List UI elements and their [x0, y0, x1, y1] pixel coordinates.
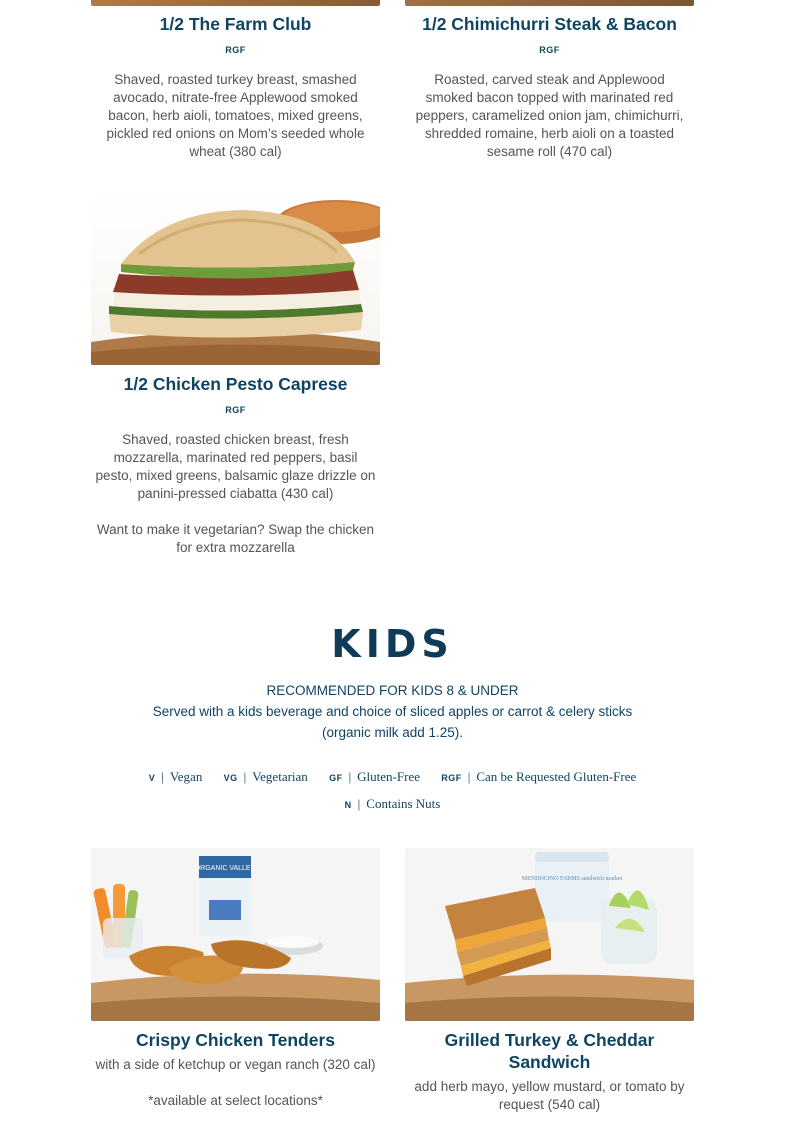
item-title: 1/2 The Farm Club: [159, 14, 312, 34]
item-note: Want to make it vegetarian? Swap the chicken for extra mozzarella: [96, 522, 375, 555]
menu-item-chicken-pesto-caprese[interactable]: [91, 192, 380, 557]
item-description: with a side of ketchup or vegan ranch (320 cal): [95, 1057, 376, 1072]
item-title: 1/2 Chimichurri Steak & Bacon: [422, 14, 677, 34]
grilled-cheese-illustration: [405, 848, 694, 1021]
chicken-tenders-illustration: [91, 848, 380, 1021]
section-heading-kids: KIDS: [331, 622, 454, 666]
menu-item-grilled-turkey-cheddar[interactable]: [405, 848, 694, 1114]
item-title: 1/2 Chicken Pesto Caprese: [123, 374, 348, 394]
rgf-badge: RGF: [225, 45, 246, 55]
legend-vegetarian: VG | Vegetarian: [223, 769, 308, 784]
item-title: Grilled Turkey & Cheddar Sandwich: [444, 1030, 655, 1072]
menu-item-farm-club[interactable]: [91, 13, 380, 161]
sandwich-illustration: [91, 192, 380, 365]
rgf-badge: RGF: [539, 45, 560, 55]
legend-vegan: V | Vegan: [148, 769, 203, 784]
kids-served-with: Served with a kids beverage and choice of sliced apples or carrot & celery sticks: [152, 704, 633, 719]
kids-milk-note: (organic milk add 1.25).: [321, 725, 464, 740]
legend-requested-gluten-free: RGF | Can be Requested Gluten-Free: [441, 769, 637, 784]
kids-recommended: RECOMMENDED FOR KIDS 8 & UNDER: [266, 683, 519, 698]
grilled-turkey-cheddar-image: [405, 848, 694, 1021]
chicken-tenders-image: [91, 848, 380, 1021]
rgf-badge: RGF: [225, 405, 246, 415]
legend-contains-nuts: N | Contains Nuts: [344, 796, 441, 811]
menu-item-crispy-chicken-tenders[interactable]: [91, 848, 380, 1110]
item-title: Crispy Chicken Tenders: [135, 1030, 336, 1050]
jar-label: MENDOCINO FARMS sandwich market: [521, 876, 623, 882]
menu-item-chimichurri-steak[interactable]: [405, 13, 694, 161]
carton-brand: ORGANIC VALLEY: [194, 865, 256, 872]
dietary-legend-row-2: [0, 796, 785, 812]
item-description: add herb mayo, yellow mustard, or tomato by request (540 cal): [414, 1079, 685, 1112]
chicken-pesto-caprese-image: [91, 192, 380, 365]
dietary-legend-row-1: [0, 769, 785, 785]
item-description: Roasted, carved steak and Applewood smoked bacon topped with marinated red peppers, caramelized onion jam, chimichurri, shredded romaine, herb aioli on a toasted sesame roll (470 cal): [415, 72, 684, 159]
farm-club-image: [91, 0, 380, 6]
item-description: Shaved, roasted turkey breast, smashed avocado, nitrate-free Applewood smoked bacon, herb aioli, tomatoes, mixed greens, pickled red onions on Mom’s seeded whole wheat (380 cal): [106, 72, 365, 159]
item-description: Shaved, roasted chicken breast, fresh mozzarella, marinated red peppers, basil pesto, mixed greens, balsamic glaze drizzle on panini-pressed ciabatta (430 cal): [95, 432, 376, 501]
legend-gluten-free: GF | Gluten-Free: [329, 769, 420, 784]
item-availability-note: *available at select locations*: [148, 1093, 323, 1108]
chimichurri-image: [405, 0, 694, 6]
